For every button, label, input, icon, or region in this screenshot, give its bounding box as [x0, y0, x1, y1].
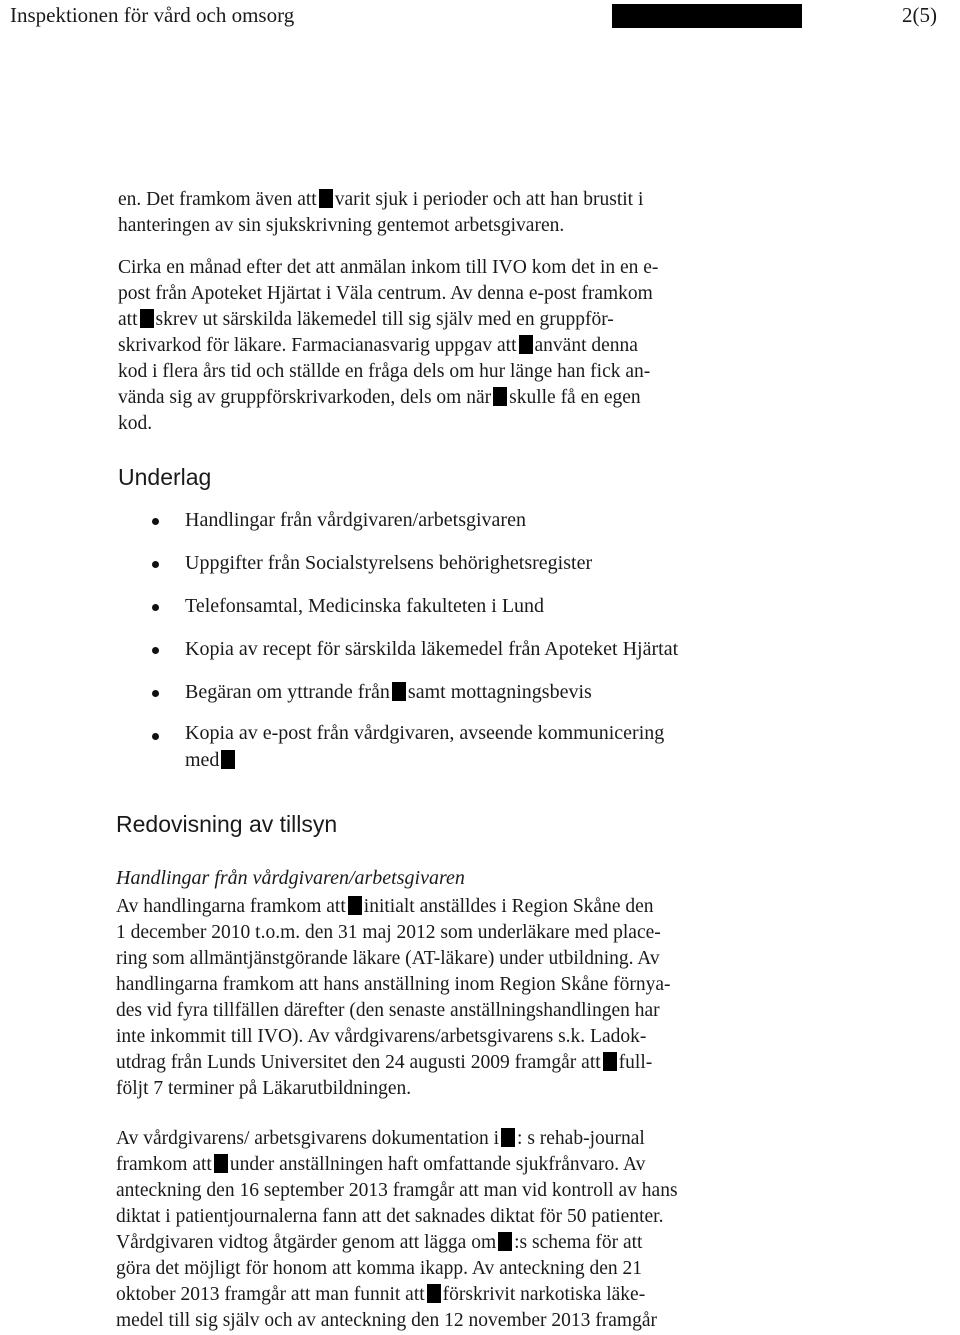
line-part: framkom att — [116, 1154, 212, 1175]
list-item — [150, 634, 678, 677]
text-line — [118, 187, 643, 213]
agency-name: Inspektionen för vård och omsorg — [10, 3, 295, 27]
line-part: en. Det framkom även att — [118, 189, 317, 210]
text-line — [116, 1126, 678, 1152]
text-line — [116, 998, 671, 1024]
list-item — [150, 720, 678, 790]
line-part: skrev ut särskilda läkemedel till sig själv med en gruppför- — [155, 309, 614, 330]
line-part: initialt anställdes i Region Skåne den — [363, 896, 654, 917]
text-line — [116, 920, 671, 946]
line-part: diktat i patientjournalerna fann att det saknades diktat för 50 patienter. — [116, 1206, 664, 1227]
line-part: anteckning den 16 september 2013 framgår att man vid kontroll av hans — [116, 1180, 678, 1201]
line-part: Cirka en månad efter det att anmälan inkom till IVO kom det in en e- — [118, 257, 659, 278]
redaction-mark — [498, 1232, 512, 1251]
text-line — [116, 1178, 678, 1204]
list-item — [150, 677, 678, 720]
line-part: :s schema för att — [514, 1232, 643, 1253]
text-line — [118, 281, 658, 307]
redacted-block — [612, 4, 802, 28]
intro-paragraph-2 — [118, 255, 658, 437]
line-part: göra det möjligt för honom att komma ikapp. Av anteckning den 21 — [116, 1258, 643, 1279]
redaction-mark — [221, 750, 235, 769]
item-text: med — [185, 749, 220, 771]
line-part: varit sjuk i perioder och att han brustit i — [334, 189, 644, 210]
line-part: handlingarna framkom att hans anställning inom Region Skåne förnya- — [116, 974, 671, 995]
item-text: Uppgifter från Socialstyrelsens behörighetsregister — [185, 552, 593, 574]
line-part: hanteringen av sin sjukskrivning gentemot arbetsgivaren. — [118, 215, 565, 236]
text-line — [118, 359, 658, 385]
text-line — [116, 1050, 671, 1076]
line-part: utdrag från Lunds Universitet den 24 augusti 2009 framgår att — [116, 1052, 601, 1073]
line-part: : s rehab-journal — [517, 1128, 645, 1149]
line-part: använt denna — [534, 335, 638, 356]
redaction-mark — [501, 1128, 515, 1147]
line-part: förskrivit narkotiska läke- — [442, 1284, 646, 1305]
bullet-icon — [152, 561, 159, 568]
line-part: 1 december 2010 t.o.m. den 31 maj 2012 som underläkare med place- — [116, 922, 661, 943]
redaction-mark — [319, 189, 333, 208]
text-line — [118, 333, 658, 359]
section-heading-redovisning: Redovisning av tillsyn — [116, 811, 338, 837]
line-part: vända sig av gruppförskrivarkoden, dels om när — [118, 387, 492, 408]
list-item — [150, 548, 678, 591]
redaction-mark — [519, 335, 533, 354]
text-line — [116, 1204, 678, 1230]
bullet-icon — [152, 604, 159, 611]
line-part: skulle få en egen — [509, 387, 641, 408]
intro-paragraph-1 — [118, 187, 643, 239]
page-number: 2(5) — [902, 3, 937, 27]
subsection-heading: Handlingar från vårdgivaren/arbetsgivaren — [116, 867, 465, 889]
line-part: medel till sig själv och av anteckning den 12 november 2013 framgår — [116, 1310, 657, 1331]
text-line — [116, 1076, 671, 1102]
bullet-icon — [152, 690, 159, 697]
line-part: Av handlingarna framkom att — [116, 896, 346, 917]
line-part: full- — [618, 1052, 653, 1073]
item-text: Telefonsamtal, Medicinska fakulteten i Lund — [185, 595, 545, 617]
line-part: kod i flera års tid och ställde en fråga dels om hur länge han fick an- — [118, 361, 651, 382]
item-text: samt mottagningsbevis — [407, 681, 592, 703]
text-line — [118, 213, 643, 239]
bullet-icon — [152, 733, 159, 740]
item-text: Kopia av recept för särskilda läkemedel från Apoteket Hjärtat — [185, 638, 679, 660]
list-item — [150, 505, 678, 548]
redaction-mark — [214, 1154, 228, 1173]
line-part: skrivarkod för läkare. Farmacianasvarig uppgav att — [118, 335, 517, 356]
line-part: Vårdgivaren vidtog åtgärder genom att lägga om — [116, 1232, 497, 1253]
text-line — [116, 946, 671, 972]
redovisning-paragraph-1 — [116, 894, 671, 1102]
line-part: oktober 2013 framgår att man funnit att — [116, 1284, 425, 1305]
bullet-icon — [152, 518, 159, 525]
line-part: att — [118, 309, 138, 330]
line-part: följt 7 terminer på Läkarutbildningen. — [116, 1078, 412, 1099]
redovisning-paragraph-2 — [116, 1126, 678, 1334]
item-text: Handlingar från vårdgivaren/arbetsgivaren — [185, 509, 526, 531]
text-line — [116, 1256, 678, 1282]
line-part: ring som allmäntjänstgörande läkare (AT-läkare) under utbildning. Av — [116, 948, 660, 969]
text-line — [116, 894, 671, 920]
redaction-mark — [427, 1284, 441, 1303]
item-text: Begäran om yttrande från — [185, 681, 390, 703]
redaction-mark — [348, 896, 362, 915]
text-line — [118, 307, 658, 333]
item-text: Kopia av e-post från vårdgivaren, avseende kommunicering — [185, 722, 665, 744]
line-part: des vid fyra tillfällen därefter (den senaste anställningshandlingen har — [116, 1000, 660, 1021]
line-part: inte inkommit till IVO). Av vårdgivarens/arbetsgivarens s.k. Ladok- — [116, 1026, 647, 1047]
text-line — [116, 972, 671, 998]
text-line — [118, 411, 658, 437]
list-item — [150, 591, 678, 634]
text-line — [116, 1024, 671, 1050]
underlag-list — [150, 505, 678, 790]
text-line — [118, 385, 658, 411]
bullet-icon — [152, 647, 159, 654]
line-part: post från Apoteket Hjärtat i Väla centrum. Av denna e-post framkom — [118, 283, 653, 304]
line-part: Av vårdgivarens/ arbetsgivarens dokumentation i — [116, 1128, 500, 1149]
text-line — [116, 1308, 678, 1334]
redaction-mark — [603, 1052, 617, 1071]
text-line — [116, 1282, 678, 1308]
section-heading-underlag: Underlag — [118, 464, 212, 490]
redaction-mark — [392, 682, 406, 701]
line-part: under anställningen haft omfattande sjukfrånvaro. Av — [229, 1154, 646, 1175]
text-line — [116, 1152, 678, 1178]
line-part: kod. — [118, 413, 153, 434]
redaction-mark — [140, 309, 154, 328]
redaction-mark — [493, 387, 507, 406]
text-line — [116, 1230, 678, 1256]
text-line — [118, 255, 658, 281]
